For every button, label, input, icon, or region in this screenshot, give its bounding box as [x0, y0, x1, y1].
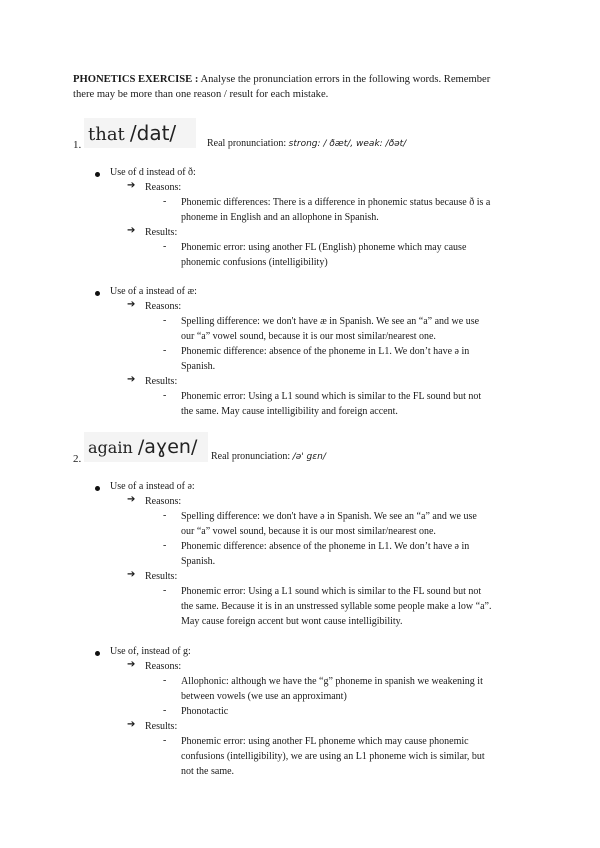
- arrow-right-icon: ➔: [127, 299, 136, 310]
- arrow-right-icon: ➔: [127, 225, 136, 236]
- reasons-label: Reasons:: [145, 661, 182, 672]
- result-line: Phonemic error: Using a L1 sound which is similar to the FL sound but not: [181, 391, 482, 402]
- reason-line: Spanish.: [181, 361, 216, 372]
- dash-icon: -: [163, 196, 167, 207]
- dash-icon: -: [163, 735, 167, 746]
- dash-icon: -: [163, 675, 167, 686]
- reason-line: Phonemic difference: absence of the phoneme in L1. We don’t have ə in: [181, 346, 470, 357]
- dash-icon: -: [163, 540, 167, 551]
- real-label: Real pronunciation:: [207, 138, 289, 149]
- result-line: the same. May cause intelligibility and foreign accent.: [181, 406, 398, 417]
- bullet-icon: [95, 172, 100, 177]
- item-number: 2.: [73, 453, 82, 465]
- arrow-right-icon: ➔: [127, 494, 136, 505]
- reason-line: Allophonic: although we have the “g” phoneme in spanish we weakening it: [181, 676, 483, 687]
- reason-line: Phonotactic: [181, 706, 229, 717]
- dash-icon: -: [163, 510, 167, 521]
- dash-icon: -: [163, 315, 167, 326]
- word-transcription-image: [84, 432, 208, 462]
- real-pronunciation: [207, 138, 406, 149]
- reason-line: our “a” vowel sound, because it is our most similar/nearest one.: [181, 331, 436, 342]
- real-value: /ə' gɛn/: [292, 452, 326, 462]
- dash-icon: -: [163, 390, 167, 401]
- dash-icon: -: [163, 585, 167, 596]
- results-label: Results:: [145, 227, 178, 238]
- result-line: confusions (intelligibility), we are using an L1 phoneme wich is similar, but: [181, 751, 485, 762]
- intro-label: PHONETICS EXERCISE :: [73, 74, 199, 85]
- word-transcription: /dat/: [129, 121, 177, 145]
- bullet-icon: [95, 291, 100, 296]
- real-value: strong: / ðæt/, weak: /ðət/: [288, 139, 407, 149]
- reason-line: between vowels (we use an approximant): [181, 691, 347, 702]
- result-line: not the same.: [181, 766, 235, 777]
- result-line: Phonemic error: Using a L1 sound which is similar to the FL sound but not: [181, 586, 482, 597]
- real-label: Real pronunciation:: [211, 451, 293, 462]
- reasons-label: Reasons:: [145, 182, 182, 193]
- results-label: Results:: [145, 376, 178, 387]
- result-line: phonemic confusions (intelligibility): [181, 257, 328, 268]
- reasons-label: Reasons:: [145, 301, 182, 312]
- bullet-icon: [95, 486, 100, 491]
- word-text: that: [88, 124, 125, 145]
- reason-line: phoneme in English and an allophone in Spanish.: [181, 212, 379, 223]
- result-line: Phonemic error: using another FL (English) phoneme which may cause: [181, 242, 467, 253]
- reason-line: Spelling difference: we don't have ə in Spanish. We see an “a” and we use: [181, 511, 477, 522]
- item-number: 1.: [73, 139, 82, 151]
- error-title: Use of, instead of g:: [110, 646, 191, 657]
- results-label: Results:: [145, 571, 178, 582]
- arrow-right-icon: ➔: [127, 569, 136, 580]
- result-line: Phonemic error: using another FL phoneme which may cause phonemic: [181, 736, 469, 747]
- reason-line: our “a” vowel sound, because it is our most similar/nearest one.: [181, 526, 436, 537]
- error-title: Use of a instead of æ:: [110, 286, 197, 297]
- result-line: May cause foreign accent but wont cause intelligibility.: [181, 616, 403, 627]
- error-title: Use of a instead of ə:: [110, 481, 195, 492]
- word-text: again: [88, 438, 133, 457]
- intro-text-2: there may be more than one reason / result for each mistake.: [73, 89, 329, 100]
- error-title: Use of d instead of ð:: [110, 167, 196, 178]
- real-pronunciation: [211, 451, 326, 462]
- dash-icon: -: [163, 705, 167, 716]
- dash-icon: -: [163, 241, 167, 252]
- reason-line: Phonemic differences: There is a difference in phonemic status because ð is a: [181, 197, 491, 208]
- arrow-right-icon: ➔: [127, 659, 136, 670]
- dash-icon: -: [163, 345, 167, 356]
- reason-line: Spanish.: [181, 556, 216, 567]
- arrow-right-icon: ➔: [127, 180, 136, 191]
- reason-line: Phonemic difference: absence of the phoneme in L1. We don’t have ə in: [181, 541, 470, 552]
- results-label: Results:: [145, 721, 178, 732]
- result-line: the same. Because it is in an unstressed syllable some people make a low “a”.: [181, 601, 492, 612]
- arrow-right-icon: ➔: [127, 374, 136, 385]
- intro-paragraph: [73, 72, 533, 102]
- bullet-icon: [95, 651, 100, 656]
- arrow-right-icon: ➔: [127, 719, 136, 730]
- word-transcription: /aɣen/: [137, 436, 198, 458]
- reasons-label: Reasons:: [145, 496, 182, 507]
- word-transcription-image: [84, 118, 196, 148]
- intro-text-1: Analyse the pronunciation errors in the following words. Remember: [198, 74, 491, 85]
- reason-line: Spelling difference: we don't have æ in Spanish. We see an “a” and we use: [181, 316, 480, 327]
